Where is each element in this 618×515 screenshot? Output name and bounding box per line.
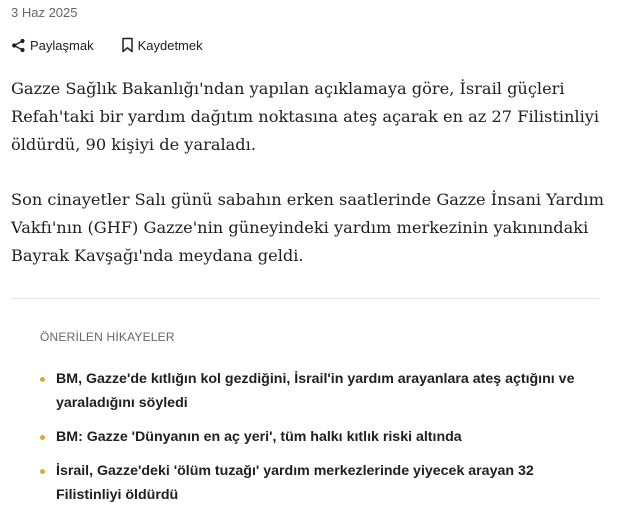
recommended-stories-list	[40, 367, 580, 507]
article-paragraph: Son cinayetler Salı günü sabahın erken saatlerinde Gazze İnsani Yardım Vakfı'nın (GHF) Gazze'nin güneyindeki yardım merkezinin yakınındaki Bayrak Kavşağı'nda meydana geldi.	[11, 190, 604, 265]
share-icon	[11, 38, 26, 53]
bullet-icon	[40, 377, 45, 382]
recommended-story-title: BM: Gazze 'Dünyanın en aç yeri', tüm halkı kıtlık riski altında	[56, 429, 462, 445]
section-divider	[11, 298, 599, 299]
recommended-story-link[interactable]	[40, 425, 580, 449]
recommended-story-title: BM, Gazze'de kıtlığın kol gezdiğini, İsrail'in yardım arayanlara ateş açtığını ve yaraladığını söyledi	[56, 371, 575, 411]
bullet-icon	[40, 435, 45, 440]
recommended-story-link[interactable]	[40, 459, 580, 507]
save-button[interactable]	[121, 37, 203, 53]
save-label: Kaydetmek	[137, 37, 203, 53]
article-actions	[11, 37, 203, 53]
recommended-story-title: İsrail, Gazze'deki 'ölüm tuzağı' yardım merkezlerinde yiyecek arayan 32 Filistinliyi öldürdü	[56, 463, 534, 503]
recommended-story-link[interactable]	[40, 367, 580, 415]
share-button[interactable]	[11, 38, 94, 53]
share-label: Paylaşmak	[30, 37, 94, 53]
bookmark-icon	[121, 37, 134, 53]
article-paragraph: Gazze Sağlık Bakanlığı'ndan yapılan açıklamaya göre, İsrail güçleri Refah'taki bir yardım dağıtım noktasına ateş açarak en az 27 Filistinliyi öldürdü, 90 kişiyi de yaraladı.	[11, 79, 600, 154]
article-date: 3 Haz 2025	[11, 5, 78, 20]
recommended-stories-title: ÖNERİLEN HİKAYELER	[40, 330, 175, 344]
bullet-icon	[40, 469, 45, 474]
